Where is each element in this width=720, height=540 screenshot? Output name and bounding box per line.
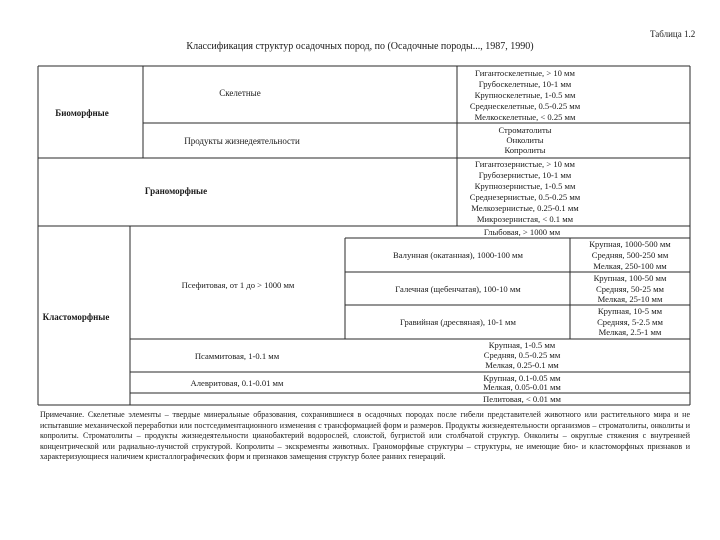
skeletal-size: Крупноскелетные, 1-0.5 мм <box>474 90 576 100</box>
psammitic-size: Мелкая, 0.25-0.1 мм <box>485 360 559 370</box>
product-item: Копролиты <box>504 145 546 155</box>
block-label: Глыбовая, > 1000 мм <box>483 227 561 237</box>
boulder-size: Крупная, 1000-500 мм <box>589 239 671 249</box>
grain-size: Мелкозернистые, 0.25-0.1 мм <box>471 203 579 213</box>
gravel-size: Средняя, 5-2.5 мм <box>597 317 663 327</box>
aleuritic-label: Алевритовая, 0.1-0.01 мм <box>190 378 284 388</box>
pelitic-label: Пелитовая, < 0.01 мм <box>483 394 561 404</box>
boulder-label: Валунная (окатанная), 1000-100 мм <box>393 250 523 260</box>
pebble-size: Средняя, 50-25 мм <box>596 284 664 294</box>
skeletal-size: Среднескелетные, 0.5-0.25 мм <box>469 101 581 111</box>
grain-size: Крупнозернистые, 1-0.5 мм <box>474 181 576 191</box>
grain-size: Среднезернистые, 0.5-0.25 мм <box>469 192 581 202</box>
boulder-size: Мелкая, 250-100 мм <box>593 261 667 271</box>
grain-size: Микрозернистая, < 0.1 мм <box>476 214 574 224</box>
category-biomorphic: Биоморфные <box>55 108 109 118</box>
aleuritic-size: Крупная, 0.1-0.05 мм <box>483 373 561 383</box>
grain-size: Грубозернистые, 10-1 мм <box>478 170 572 180</box>
gravel-size: Крупная, 10-5 мм <box>597 306 663 316</box>
pebble-size: Мелкая, 25-10 мм <box>597 294 663 304</box>
product-item: Строматолиты <box>498 125 552 135</box>
category-clastomorphic: Кластоморфные <box>42 312 110 322</box>
table-note: Примечание. Скелетные элементы – твердые минеральные образования, сохранившиеся в осадочных породах после гибели представителей животного или растительного мира и не испытавшие механической переработки или постседиментационного изменения с трансформацией форм и размеров. Продукты жизнедеятельности организмов – строматолиты, онколиты и копролиты. Строматолиты – продукты жизнедеятельности цианобактерий водорослей, слоистой, бугристой или столбчатой структур. Онколиты – округлые стяжения с внутренней концентрической или радиально-лучистой структурой. Копролиты – экскременты животных. Граноморфные структуры – структуры, не имеющие био- и кластоморфных признаков и характеризующиеся наличием кристаллографических форм и признаков замещения структур более ранних генераций. <box>40 410 690 462</box>
product-item: Онколиты <box>506 135 544 145</box>
psammitic-size: Средняя, 0.5-0.25 мм <box>483 350 561 360</box>
aleuritic-size: Мелкая, 0.05-0.01 мм <box>483 382 561 392</box>
skeletal-size: Гигантоскелетные, > 10 мм <box>475 68 575 78</box>
boulder-size: Средняя, 500-250 мм <box>591 250 669 260</box>
skeletal-size: Грубоскелетные, 10-1 мм <box>478 79 572 89</box>
gravel-size: Мелкая, 2.5-1 мм <box>598 327 662 337</box>
psammitic-label: Псаммитовая, 1-0.1 мм <box>194 351 280 361</box>
skeletal-size: Мелкоскелетные, < 0.25 мм <box>474 112 576 122</box>
page-title: Классификация структур осадочных пород, по (Осадочные породы..., 1987, 1990) <box>186 41 534 52</box>
gravel-label: Гравийная (дресвяная), 10-1 мм <box>400 317 516 327</box>
subcategory-products: Продукты жизнедеятельности <box>184 136 300 146</box>
pebble-label: Галечная (щебенчатая), 100-10 мм <box>395 284 521 294</box>
psephitic-label: Псефитовая, от 1 до > 1000 мм <box>181 280 295 290</box>
psammitic-size: Крупная, 1-0.5 мм <box>488 340 556 350</box>
grain-size: Гигантозернистые, > 10 мм <box>475 159 575 169</box>
table-number: Таблица 1.2 <box>650 29 696 39</box>
category-granomorphic: Граноморфные <box>144 186 208 196</box>
subcategory-skeletal: Скелетные <box>219 88 261 98</box>
pebble-size: Крупная, 100-50 мм <box>593 273 667 283</box>
